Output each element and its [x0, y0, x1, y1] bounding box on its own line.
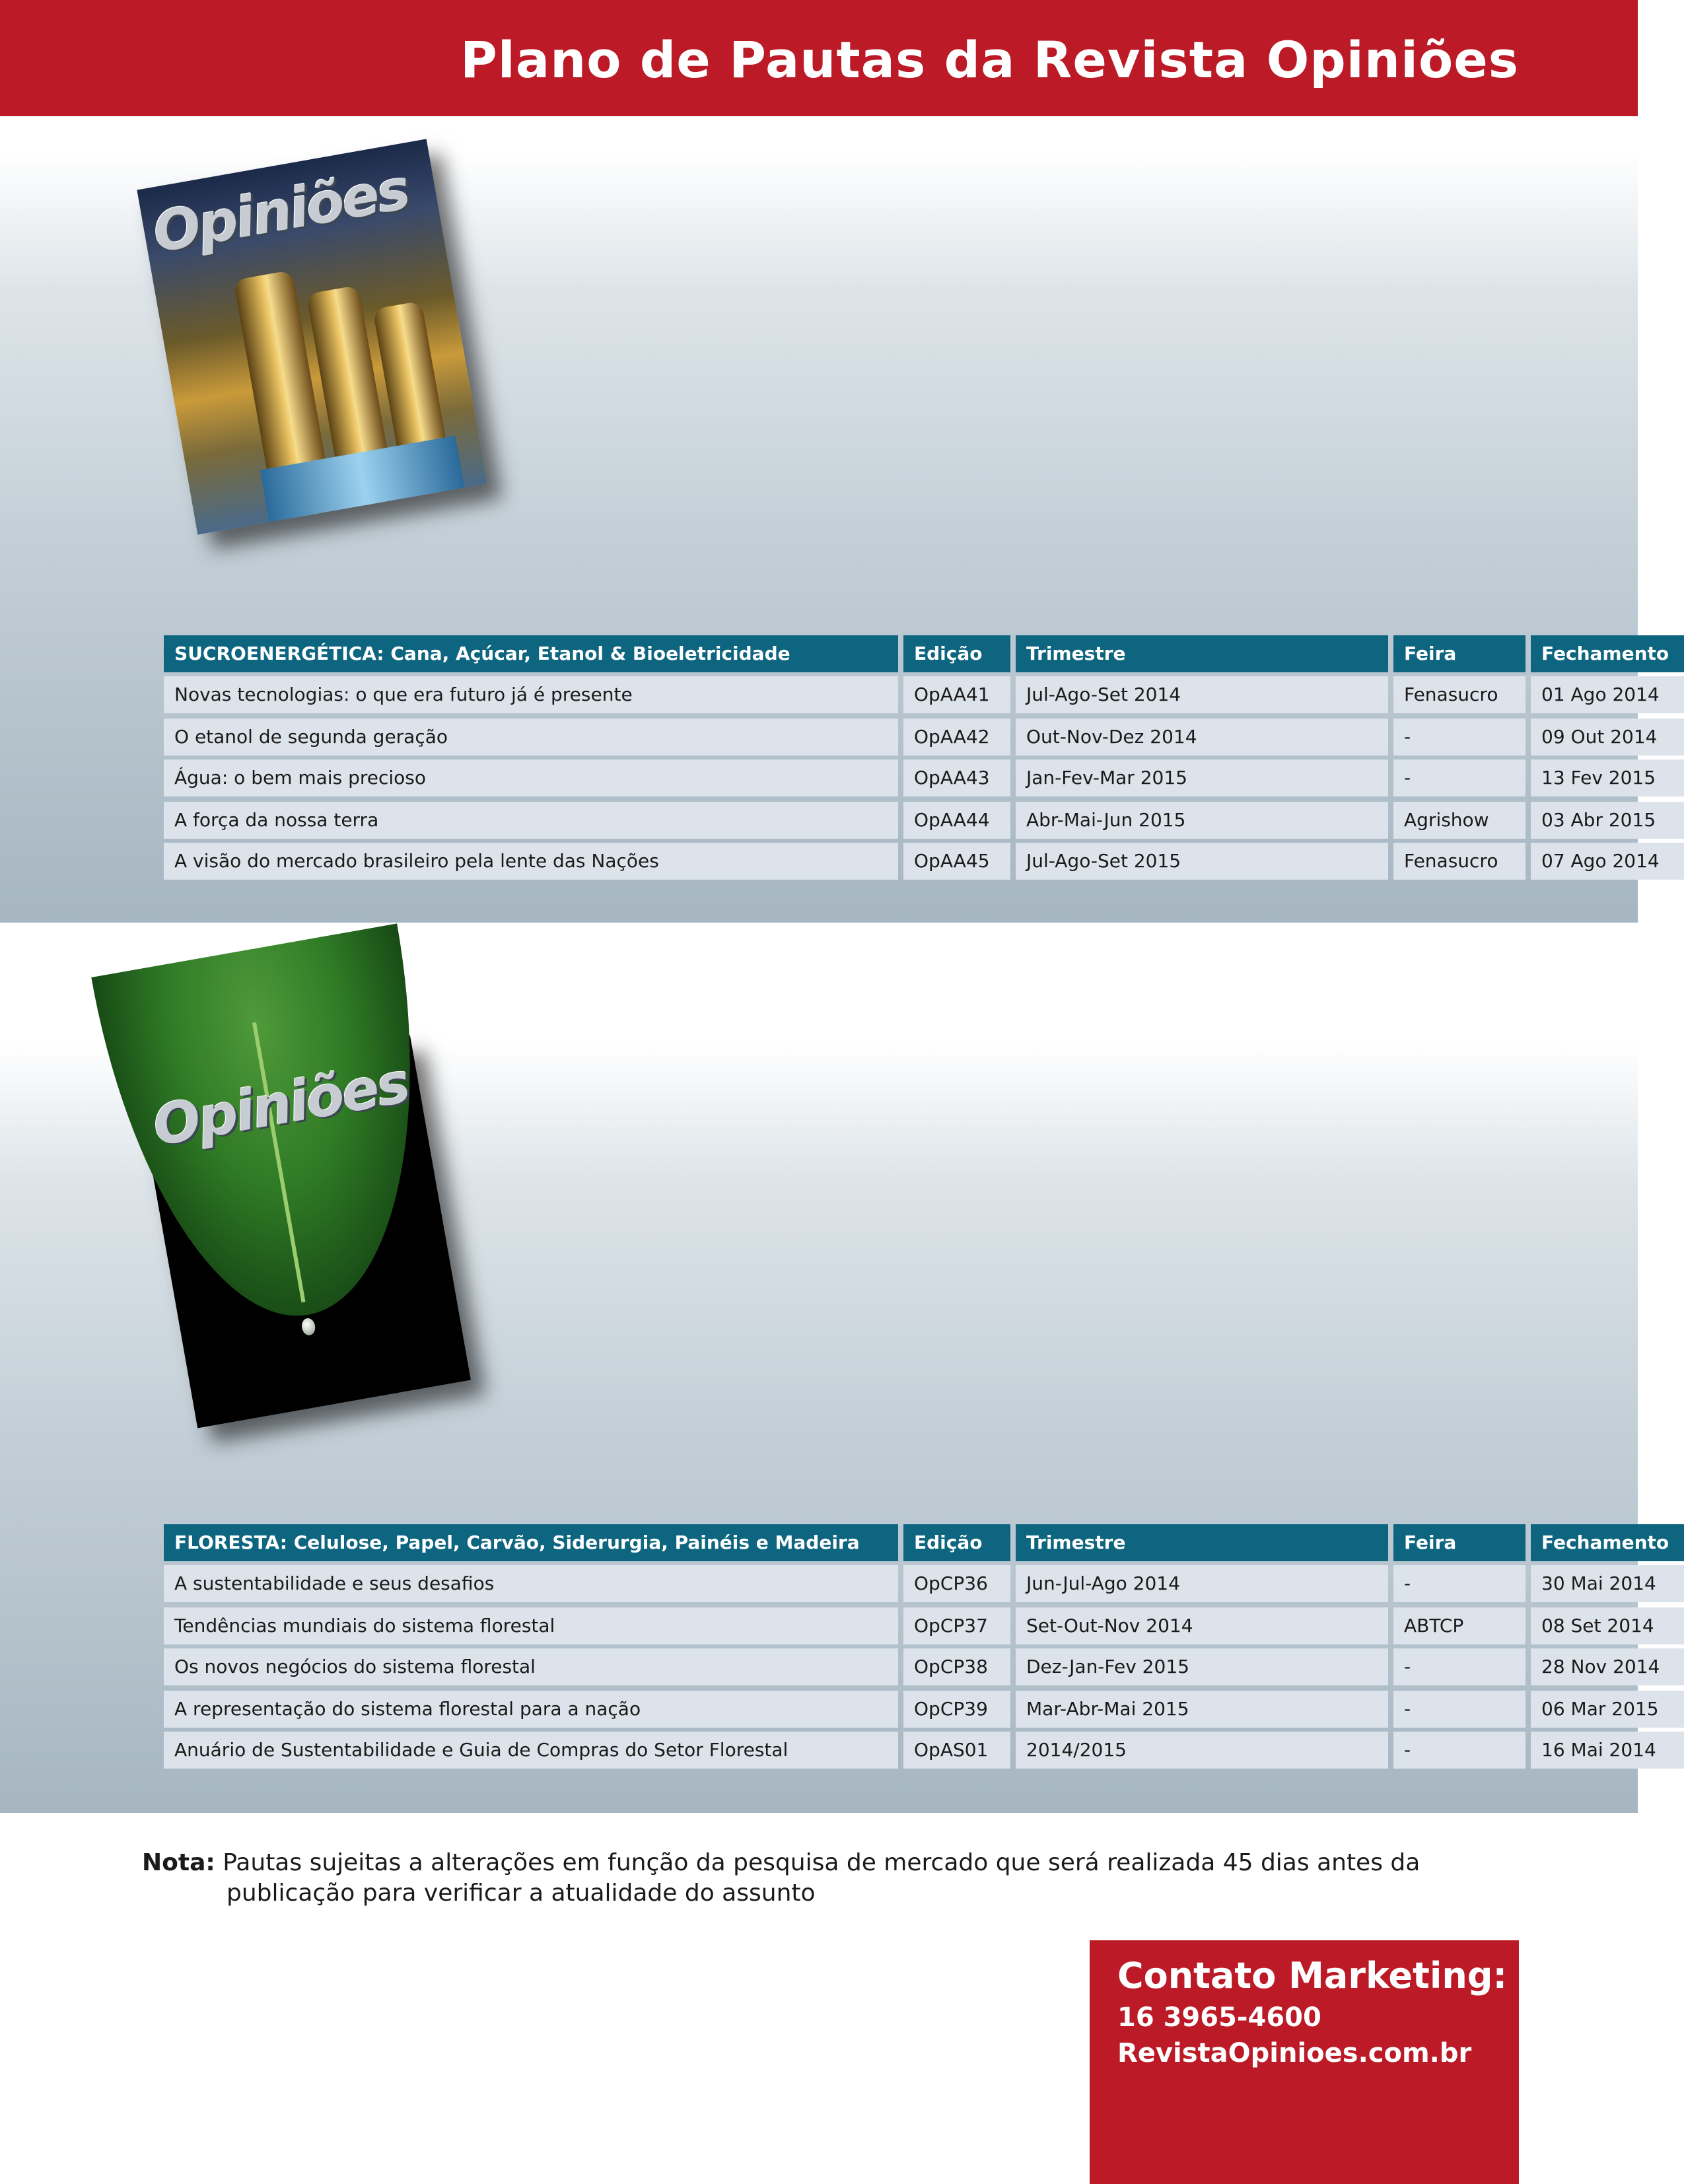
cell-trimestre: Mar-Abr-Mai 2015 [1016, 1691, 1388, 1728]
note-line2: publicação para verificar a atualidade do assunto [227, 1880, 816, 1907]
cell-topic: Novas tecnologias: o que era futuro já é presente [164, 676, 898, 713]
water-drop-icon [300, 1317, 316, 1336]
cover-masthead: Opiniões [148, 1050, 413, 1159]
note-line1: Pautas sujeitas a alterações em função da pesquisa de mercado que será realizada 45 dias antes da [223, 1849, 1421, 1876]
cell-feira: ABTCP [1393, 1607, 1526, 1644]
header-feira: Feira [1393, 1524, 1526, 1561]
note-label: Nota: [142, 1849, 215, 1876]
cell-fechamento: 01 Ago 2014 [1531, 676, 1684, 713]
cell-topic: A representação do sistema florestal para a nação [164, 1691, 898, 1728]
cell-feira: - [1393, 1648, 1526, 1685]
table-row [164, 759, 1656, 796]
cell-trimestre: Jan-Fev-Mar 2015 [1016, 759, 1388, 796]
contact-website-link[interactable]: RevistaOpinioes.com.br [1117, 2038, 1472, 2068]
cell-edicao: OpAA44 [903, 802, 1010, 839]
cell-trimestre: Out-Nov-Dez 2014 [1016, 719, 1388, 756]
cell-fechamento: 30 Mai 2014 [1531, 1565, 1684, 1602]
table-row [164, 1648, 1660, 1685]
magazine-cover-sucroenergetica [137, 139, 487, 534]
cell-feira: Fenasucro [1393, 843, 1526, 880]
cell-feira: - [1393, 1565, 1526, 1602]
cell-fechamento: 28 Nov 2014 [1531, 1648, 1684, 1685]
cell-topic: Os novos negócios do sistema florestal [164, 1648, 898, 1685]
table-row [164, 802, 1656, 839]
header-topic: FLORESTA: Celulose, Papel, Carvão, Siderurgia, Painéis e Madeira [164, 1524, 898, 1561]
cell-edicao: OpAA41 [903, 676, 1010, 713]
table-row [164, 1565, 1656, 1602]
header-feira: Feira [1393, 635, 1526, 672]
table-header-row [164, 1524, 1669, 1561]
header-topic: SUCROENERGÉTICA: Cana, Açúcar, Etanol & Bioeletricidade [164, 635, 898, 672]
cell-feira: - [1393, 719, 1526, 756]
cell-edicao: OpCP38 [903, 1648, 1010, 1685]
cell-edicao: OpAA43 [903, 759, 1010, 796]
contact-phone: 16 3965-4600 [1117, 2002, 1321, 2033]
cell-edicao: OpAA45 [903, 843, 1010, 880]
header-edicao: Edição [903, 1524, 1010, 1561]
header-trimestre: Trimestre [1016, 635, 1388, 672]
cell-trimestre: Abr-Mai-Jun 2015 [1016, 802, 1388, 839]
footnote [142, 1848, 1529, 1909]
cell-trimestre: Dez-Jan-Fev 2015 [1016, 1648, 1388, 1685]
contact-title: Contato Marketing: [1117, 1955, 1508, 1996]
cell-feira: - [1393, 1732, 1526, 1769]
cell-trimestre: Jul-Ago-Set 2015 [1016, 843, 1388, 880]
cell-fechamento: 06 Mar 2015 [1531, 1691, 1684, 1728]
cell-feira: - [1393, 759, 1526, 796]
cell-topic: A sustentabilidade e seus desafios [164, 1565, 898, 1602]
cell-topic: Tendências mundiais do sistema florestal [164, 1607, 898, 1644]
table-header-row [164, 635, 1669, 672]
cell-topic: Água: o bem mais precioso [164, 759, 898, 796]
cover-masthead: Opiniões [148, 157, 413, 265]
cell-trimestre: Jul-Ago-Set 2014 [1016, 676, 1388, 713]
cell-feira: Fenasucro [1393, 676, 1526, 713]
cell-edicao: OpCP37 [903, 1607, 1010, 1644]
cell-topic: A força da nossa terra [164, 802, 898, 839]
table-row [164, 1732, 1656, 1769]
header-fechamento: Fechamento [1531, 1524, 1684, 1561]
cell-topic: A visão do mercado brasileiro pela lente das Nações [164, 843, 898, 880]
cell-feira: Agrishow [1393, 802, 1526, 839]
header-banner [0, 0, 1638, 116]
table-row [164, 843, 1660, 880]
cell-trimestre: 2014/2015 [1016, 1732, 1388, 1769]
cell-fechamento: 08 Set 2014 [1531, 1607, 1684, 1644]
cell-topic: O etanol de segunda geração [164, 719, 898, 756]
header-trimestre: Trimestre [1016, 1524, 1388, 1561]
cell-fechamento: 16 Mai 2014 [1531, 1732, 1684, 1769]
cell-edicao: OpCP39 [903, 1691, 1010, 1728]
cell-fechamento: 03 Abr 2015 [1531, 802, 1684, 839]
cell-feira: - [1393, 1691, 1526, 1728]
cell-fechamento: 07 Ago 2014 [1531, 843, 1684, 880]
cell-topic: Anuário de Sustentabilidade e Guia de Compras do Setor Florestal [164, 1732, 898, 1769]
contact-box [1090, 1940, 1519, 2184]
page-title: Plano de Pautas da Revista Opiniões [460, 30, 1519, 89]
cell-trimestre: Jun-Jul-Ago 2014 [1016, 1565, 1388, 1602]
table-row [164, 1607, 1654, 1644]
cell-edicao: OpAS01 [903, 1732, 1010, 1769]
table-row [164, 676, 1660, 713]
cell-edicao: OpCP36 [903, 1565, 1010, 1602]
cell-edicao: OpAA42 [903, 719, 1010, 756]
table-row [164, 719, 1658, 756]
cell-fechamento: 13 Fev 2015 [1531, 759, 1684, 796]
cell-fechamento: 09 Out 2014 [1531, 719, 1684, 756]
cell-trimestre: Set-Out-Nov 2014 [1016, 1607, 1388, 1644]
header-edicao: Edição [903, 635, 1010, 672]
table-row [164, 1691, 1659, 1728]
header-fechamento: Fechamento [1531, 635, 1684, 672]
